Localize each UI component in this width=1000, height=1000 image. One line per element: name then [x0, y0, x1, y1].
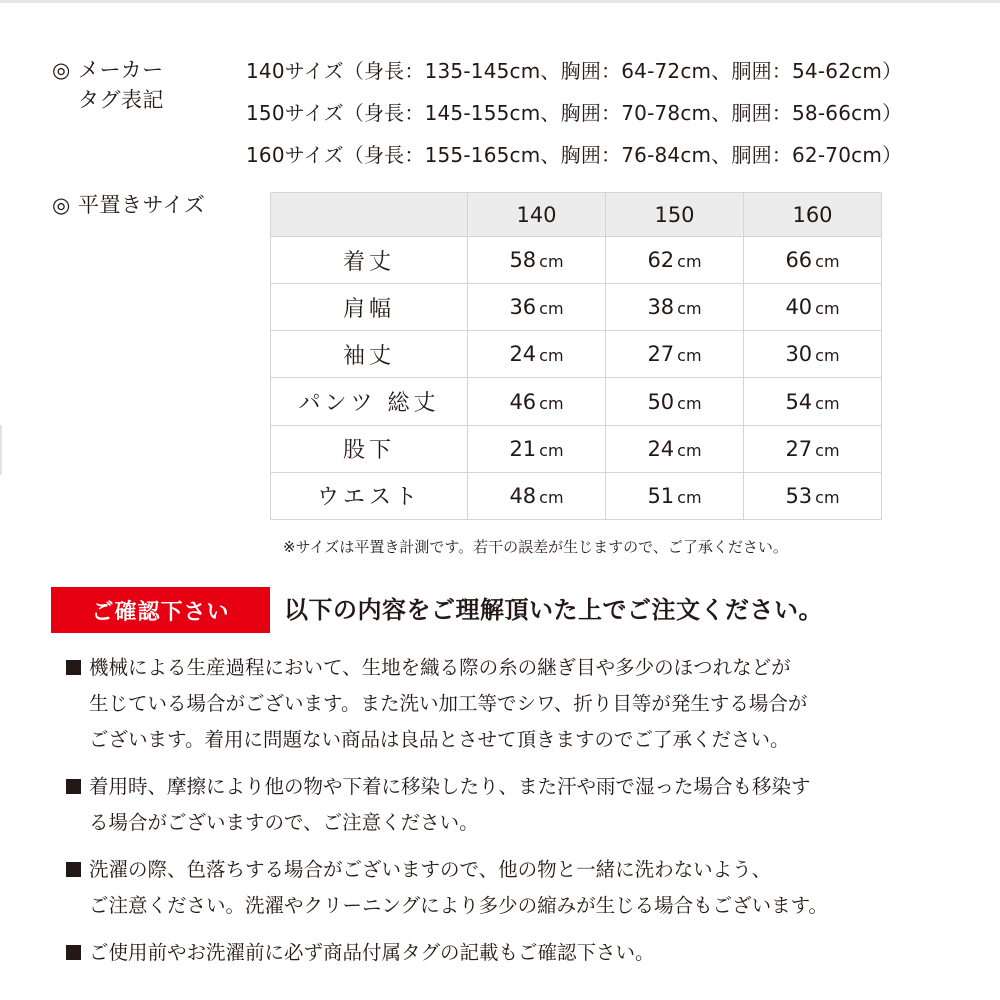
square-bullet-icon — [66, 779, 81, 794]
square-bullet-icon — [66, 945, 81, 960]
header-blank — [271, 193, 468, 237]
size-unit: cm — [677, 346, 702, 366]
size-unit: cm — [677, 393, 702, 413]
size-value: 54 — [785, 389, 813, 414]
size-unit: cm — [815, 299, 840, 319]
size-cell — [606, 284, 744, 331]
notice-text: 生じている場合がございます。また洗い加工等でシワ、折り目等が発生する場合が — [89, 692, 808, 715]
size-cell — [606, 331, 744, 378]
size-cell — [744, 237, 882, 284]
maker-tag-line: 140サイズ（身長：135-145cm、胸囲：64-72cm、胴囲：54-62cm） — [246, 59, 903, 83]
size-value: 58 — [509, 248, 537, 273]
header-size: 150 — [606, 193, 744, 237]
size-value: 62 — [647, 248, 675, 273]
size-value: 27 — [785, 436, 813, 461]
edge-mark — [0, 425, 2, 475]
row-label: パンツ 総丈 — [271, 378, 468, 425]
size-cell — [606, 237, 744, 284]
size-cell — [468, 331, 606, 378]
size-cell — [468, 472, 606, 519]
size-unit: cm — [815, 487, 840, 507]
notice-text: ご注意ください。洗濯やクリーニングにより多少の縮みが生じる場合もございます。 — [89, 894, 829, 917]
size-unit: cm — [539, 252, 564, 272]
notice-item — [66, 769, 966, 841]
size-unit: cm — [677, 440, 702, 460]
size-unit: cm — [815, 346, 840, 366]
size-unit: cm — [677, 252, 702, 272]
size-unit: cm — [539, 346, 564, 366]
confirm-headline: 以下の内容をご理解頂いた上でご注文ください。 — [284, 596, 823, 624]
notice-line — [66, 650, 966, 686]
measurement-note: ※サイズは平置き計測です。若干の誤差が生じますので、ご了承ください。 — [283, 538, 788, 556]
notice-line — [66, 935, 966, 971]
maker-tag-line: 160サイズ（身長：155-165cm、胸囲：76-84cm、胴囲：62-70cm） — [246, 143, 903, 167]
size-unit: cm — [539, 440, 564, 460]
row-label: ウエスト — [271, 472, 468, 519]
size-unit: cm — [815, 252, 840, 272]
size-table — [270, 192, 882, 520]
size-value: 40 — [785, 295, 813, 320]
row-label: 着丈 — [271, 237, 468, 284]
flat-size-label: ◎ 平置きサイズ — [52, 193, 206, 217]
row-label: 袖丈 — [271, 331, 468, 378]
size-cell — [744, 425, 882, 472]
size-value: 24 — [647, 436, 675, 461]
size-cell — [606, 378, 744, 425]
size-cell — [744, 284, 882, 331]
size-unit: cm — [815, 393, 840, 413]
maker-tag-label-line1: ◎ メーカー — [52, 58, 164, 82]
top-divider — [0, 0, 1000, 3]
table-row — [271, 378, 882, 425]
size-unit: cm — [677, 487, 702, 507]
notice-text: 着用時、摩擦により他の物や下着に移染したり、また汗や雨で湿った場合も移染す — [89, 775, 811, 798]
maker-tag-line: 150サイズ（身長：145-155cm、胸囲：70-78cm、胴囲：58-66cm） — [246, 101, 903, 125]
size-unit: cm — [677, 299, 702, 319]
notice-list — [66, 650, 966, 982]
size-value: 38 — [647, 295, 675, 320]
notice-line — [66, 888, 966, 924]
size-value: 27 — [647, 342, 675, 367]
notice-item — [66, 852, 966, 924]
size-cell — [744, 472, 882, 519]
size-value: 53 — [785, 483, 813, 508]
notice-item — [66, 650, 966, 758]
notice-text: 機械による生産過程において、生地を織る際の糸の継ぎ目や多少のほつれなどが — [89, 656, 791, 679]
size-value: 46 — [509, 389, 537, 414]
header-size: 160 — [744, 193, 882, 237]
table-row — [271, 425, 882, 472]
table-row — [271, 472, 882, 519]
size-value: 50 — [647, 389, 675, 414]
size-unit: cm — [815, 440, 840, 460]
size-value: 24 — [509, 342, 537, 367]
size-value: 21 — [509, 436, 537, 461]
size-cell — [744, 378, 882, 425]
size-value: 48 — [509, 483, 537, 508]
maker-tag-label-line2: タグ表記 — [78, 88, 164, 112]
notice-text: ございます。着用に問題ない商品は良品とさせて頂きますのでご了承ください。 — [89, 728, 790, 751]
notice-text: ご使用前やお洗濯前に必ず商品付属タグの記載もご確認下さい。 — [89, 941, 655, 964]
size-cell — [468, 284, 606, 331]
size-table-header — [271, 193, 882, 237]
size-value: 36 — [509, 295, 537, 320]
table-row — [271, 331, 882, 378]
header-size: 140 — [468, 193, 606, 237]
size-value: 51 — [647, 483, 675, 508]
size-cell — [468, 425, 606, 472]
confirm-badge: ご確認下さい — [51, 587, 270, 633]
table-row — [271, 237, 882, 284]
notice-line — [66, 722, 966, 758]
size-cell — [744, 331, 882, 378]
maker-tag-label — [52, 55, 192, 115]
square-bullet-icon — [66, 660, 81, 675]
notice-text: る場合がございますので、ご注意ください。 — [89, 811, 479, 834]
size-unit: cm — [539, 299, 564, 319]
notice-line — [66, 805, 966, 841]
size-cell — [606, 425, 744, 472]
row-label: 肩幅 — [271, 284, 468, 331]
notice-line — [66, 852, 966, 888]
size-cell — [468, 237, 606, 284]
notice-text: 洗濯の際、色落ちする場合がございますので、他の物と一緒に洗わないよう、 — [89, 858, 772, 881]
size-unit: cm — [539, 487, 564, 507]
notice-line — [66, 686, 966, 722]
size-cell — [468, 378, 606, 425]
square-bullet-icon — [66, 862, 81, 877]
notice-line — [66, 769, 966, 805]
notice-item — [66, 935, 966, 971]
size-unit: cm — [539, 393, 564, 413]
size-value: 30 — [785, 342, 813, 367]
row-label: 股下 — [271, 425, 468, 472]
size-cell — [606, 472, 744, 519]
maker-tag-lines — [246, 55, 946, 181]
size-value: 66 — [785, 248, 813, 273]
table-row — [271, 284, 882, 331]
